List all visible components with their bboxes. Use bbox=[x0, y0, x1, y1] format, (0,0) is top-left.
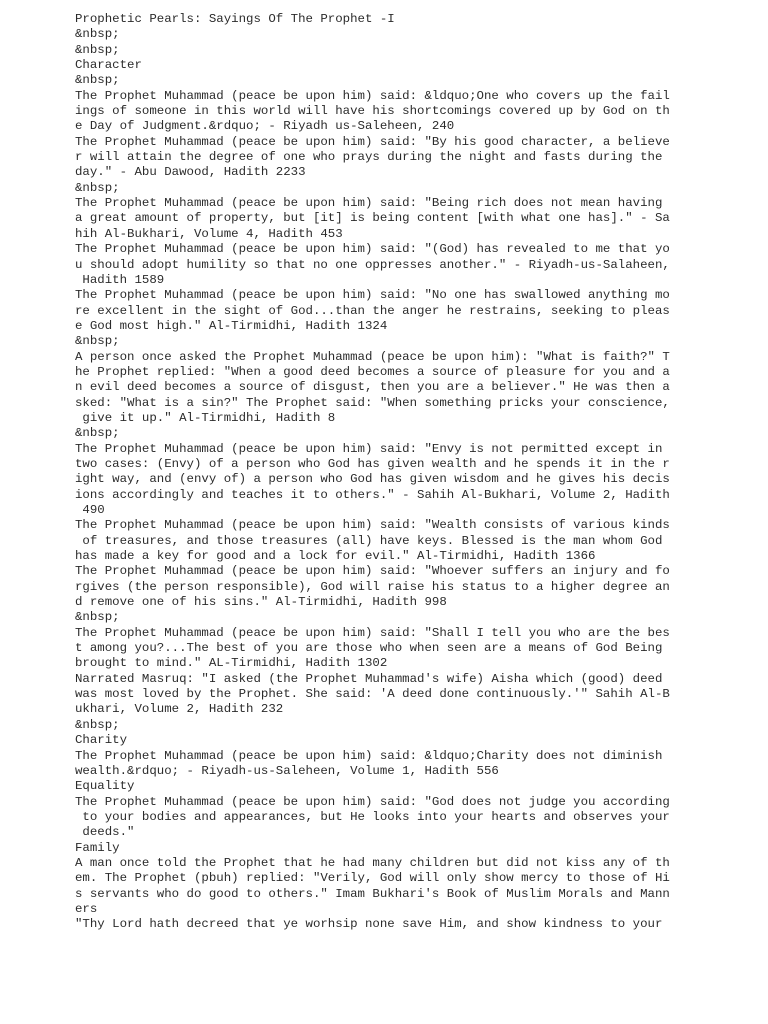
section-heading-family: Family bbox=[75, 840, 120, 855]
text-line: has made a key for good and a lock for evil." Al-Tirmidhi, Hadith 1366 bbox=[75, 549, 596, 564]
text-line: The Prophet Muhammad (peace be upon him) said: "God does not judge you according bbox=[75, 794, 670, 809]
text-line: A person once asked the Prophet Muhammad (peace be upon him): "What is faith?" T bbox=[75, 349, 670, 364]
text-line: The Prophet Muhammad (peace be upon him) said: &ldquo;Charity does not diminish bbox=[75, 748, 663, 763]
text-line: The Prophet Muhammad (peace be upon him) said: &ldquo;One who covers up the fail bbox=[75, 88, 670, 103]
section-heading-charity: Charity bbox=[75, 733, 128, 748]
text-line: day." - Abu Dawood, Hadith 2233 bbox=[75, 165, 306, 180]
text-line: &nbsp; bbox=[75, 334, 120, 349]
text-line: brought to mind." AL-Tirmidhi, Hadith 1302 bbox=[75, 656, 388, 671]
text-line: r will attain the degree of one who prays during the night and fasts during the bbox=[75, 150, 663, 165]
text-line: e God most high." Al-Tirmidhi, Hadith 1324 bbox=[75, 318, 388, 333]
text-line: e Day of Judgment.&rdquo; - Riyadh us-Saleheen, 240 bbox=[75, 119, 455, 134]
document-page bbox=[75, 12, 695, 933]
text-line: The Prophet Muhammad (peace be upon him) said: "Wealth consists of various kinds bbox=[75, 518, 670, 533]
text-line: &nbsp; bbox=[75, 42, 120, 57]
text-line: The Prophet Muhammad (peace be upon him) said: "No one has swallowed anything mo bbox=[75, 288, 670, 303]
text-line: wealth.&rdquo; - Riyadh-us-Saleheen, Volume 1, Hadith 556 bbox=[75, 763, 499, 778]
text-line: sked: "What is a sin?" The Prophet said: "When something pricks your conscience, bbox=[75, 395, 670, 410]
text-line: ight way, and (envy of) a person who God has given wisdom and he gives his decis bbox=[75, 472, 670, 487]
text-line: &nbsp; bbox=[75, 717, 120, 732]
text-line: n evil deed becomes a source of disgust, then you are a believer." He was then a bbox=[75, 380, 670, 395]
text-line: &nbsp; bbox=[75, 27, 120, 42]
text-line: The Prophet Muhammad (peace be upon him) said: "Shall I tell you who are the bes bbox=[75, 625, 670, 640]
text-line: &nbsp; bbox=[75, 610, 120, 625]
text-line: The Prophet Muhammad (peace be upon him) said: "Envy is not permitted except in bbox=[75, 441, 663, 456]
text-line: Hadith 1589 bbox=[75, 272, 165, 287]
text-line: d remove one of his sins." Al-Tirmidhi, Hadith 998 bbox=[75, 595, 447, 610]
text-line: a great amount of property, but [it] is being content [with what one has]." - Sa bbox=[75, 211, 670, 226]
text-line: The Prophet Muhammad (peace be upon him) said: "By his good character, a believe bbox=[75, 134, 670, 149]
text-line: ukhari, Volume 2, Hadith 232 bbox=[75, 702, 284, 717]
text-line: A man once told the Prophet that he had many children but did not kiss any of th bbox=[75, 855, 670, 870]
text-line: ions accordingly and teaches it to others." - Sahih Al-Bukhari, Volume 2, Hadith bbox=[75, 487, 670, 502]
text-line: re excellent in the sight of God...than the anger he restrains, seeking to pleas bbox=[75, 303, 670, 318]
text-line: ings of someone in this world will have his shortcomings covered up by God on th bbox=[75, 104, 670, 119]
text-line: t among you?...The best of you are those who when seen are a means of God Being bbox=[75, 641, 663, 656]
text-line: "Thy Lord hath decreed that ye worhsip none save Him, and show kindness to your bbox=[75, 917, 663, 932]
text-line: em. The Prophet (pbuh) replied: "Verily, God will only show mercy to those of Hi bbox=[75, 871, 670, 886]
text-line: two cases: (Envy) of a person who God has given wealth and he spends it in the r bbox=[75, 456, 670, 471]
text-line: hih Al-Bukhari, Volume 4, Hadith 453 bbox=[75, 226, 343, 241]
text-line: to your bodies and appearances, but He looks into your hearts and observes your bbox=[75, 809, 670, 824]
text-line: &nbsp; bbox=[75, 180, 120, 195]
text-line: of treasures, and those treasures (all) have keys. Blessed is the man whom God bbox=[75, 533, 663, 548]
text-line: s servants who do good to others." Imam Bukhari's Book of Muslim Morals and Mann bbox=[75, 886, 670, 901]
text-line: The Prophet Muhammad (peace be upon him) said: "Whoever suffers an injury and fo bbox=[75, 564, 670, 579]
text-line: rgives (the person responsible), God will raise his status to a higher degree an bbox=[75, 579, 670, 594]
text-line: The Prophet Muhammad (peace be upon him) said: "(God) has revealed to me that yo bbox=[75, 242, 670, 257]
text-line: 490 bbox=[75, 503, 105, 517]
text-line: he Prophet replied: "When a good deed becomes a source of pleasure for you and a bbox=[75, 364, 670, 379]
document-title: Prophetic Pearls: Sayings Of The Prophet -I bbox=[75, 12, 395, 26]
section-heading-equality: Equality bbox=[75, 779, 135, 794]
text-line: deeds." bbox=[75, 825, 135, 840]
section-heading-character: Character bbox=[75, 58, 142, 73]
text-line: give it up." Al-Tirmidhi, Hadith 8 bbox=[75, 410, 336, 425]
text-line: &nbsp; bbox=[75, 426, 120, 441]
text-line: The Prophet Muhammad (peace be upon him) said: "Being rich does not mean having bbox=[75, 196, 663, 211]
text-line: Narrated Masruq: "I asked (the Prophet Muhammad's wife) Aisha which (good) deed bbox=[75, 671, 663, 686]
text-line: ers bbox=[75, 901, 98, 916]
text-line: &nbsp; bbox=[75, 73, 120, 88]
text-line: was most loved by the Prophet. She said: 'A deed done continuously.'" Sahih Al-B bbox=[75, 687, 670, 702]
text-line: u should adopt humility so that no one oppresses another." - Riyadh-us-Salaheen, bbox=[75, 257, 670, 272]
